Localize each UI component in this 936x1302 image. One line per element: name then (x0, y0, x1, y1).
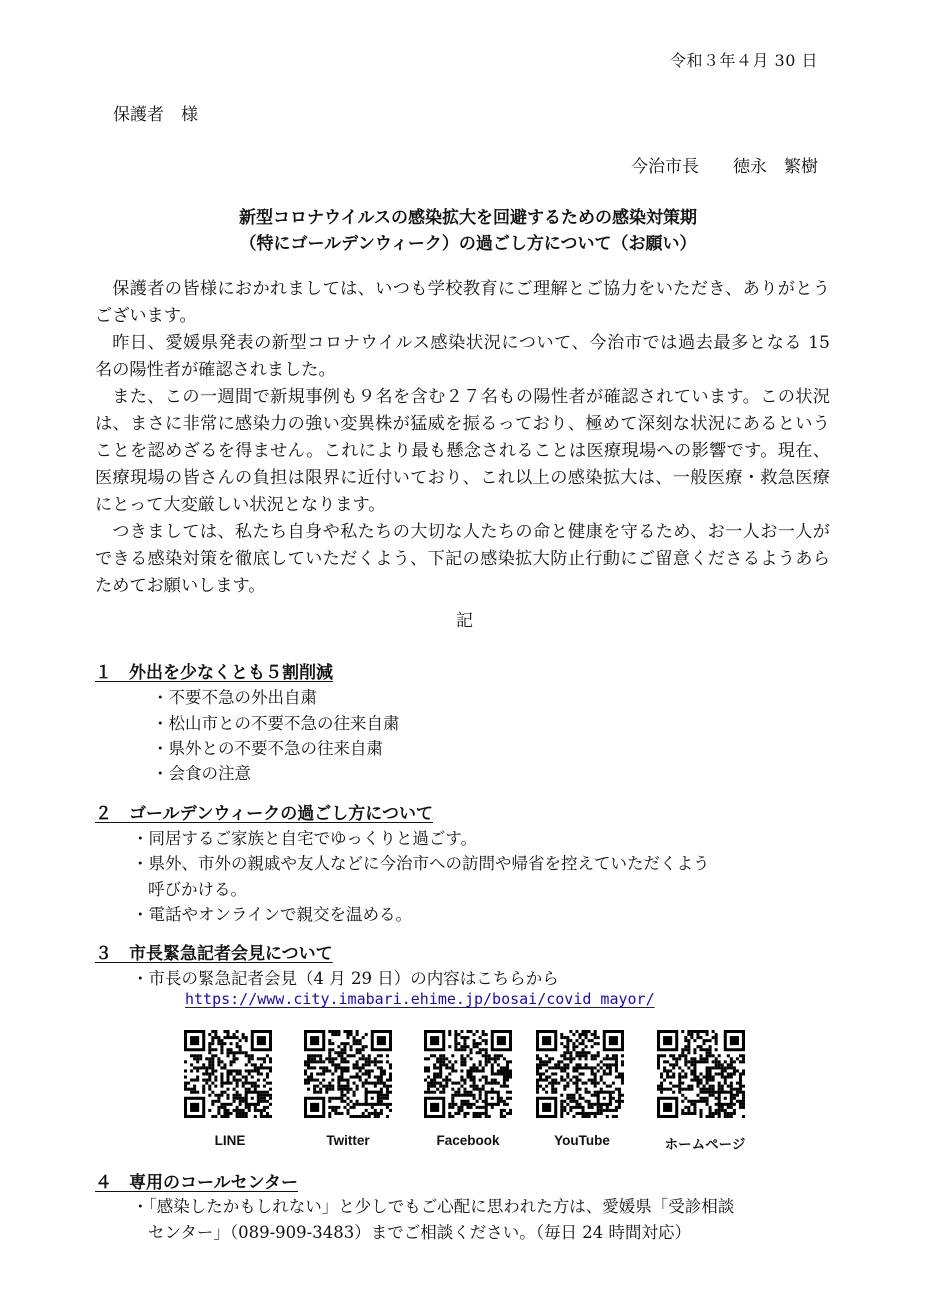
section-1-heading: １ 外出を少なくとも５割削減 (95, 663, 333, 683)
list-item: ・同居するご家族と自宅でゆっくりと過ごす。 (132, 829, 478, 848)
sender: 今治市長 徳永 繁樹 (631, 157, 818, 177)
facebook-qr-code (424, 1030, 512, 1118)
ki-mark: 記 (456, 611, 473, 631)
homepage-qr-code (657, 1030, 745, 1118)
qr-label-twitter: Twitter (326, 1133, 370, 1148)
list-item-continuation: 呼びかける。 (148, 880, 247, 899)
twitter-qr-code (304, 1030, 392, 1118)
title-line-1: 新型コロナウイルスの感染拡大を回避するための感染対策期 (239, 208, 697, 228)
youtube-qr-code (536, 1030, 624, 1118)
paragraph: つきましては、私たち自身や私たちの大切な人たちの命と健康を守るため、お一人お一人ができる感染対策を徹底していただくよう、下記の感染拡大防止行動にご留意くださるようあらためてお願いします。 (95, 522, 830, 596)
list-item: ・不要不急の外出自粛 (152, 688, 317, 707)
body-text (95, 276, 830, 600)
section-2-heading: ２ ゴールデンウィークの過ごし方について (95, 804, 433, 824)
qr-label-youtube: YouTube (554, 1133, 610, 1148)
paragraph: 保護者の皆様におかれましては、いつも学校教育にご理解とご協力をいただき、ありがとうございます。 (95, 279, 830, 326)
list-item: ・市長の緊急記者会見（4 月 29 日）の内容はこちらから (132, 969, 559, 988)
qr-label-homepage: ホームページ (664, 1137, 746, 1152)
qr-label-facebook: Facebook (436, 1133, 500, 1148)
call-center-text: センター」（089-909-3483）までご相談ください。（毎日 24 時間対応） (148, 1223, 691, 1242)
title-line-2: （特にゴールデンウィーク）の過ごし方について（お願い） (239, 234, 697, 254)
section-4-heading: ４ 専用のコールセンター (95, 1173, 298, 1193)
paragraph: また、この一週間で新規事例も９名を含む２７名もの陽性者が確認されています。この状況は、まさに非常に感染力の強い変異株が猛威を振るっており、極めて深刻な状況にあるということを認めざるを得ません。これにより最も懸念されることは医療現場への影響です。現在、医療現場の皆さんの負担は限界に近付いており、これ以上の感染拡大は、一般医療・救急医療にとって大変厳しい状況となります。 (95, 387, 830, 515)
letter-date: 令和３年４月 30 日 (669, 51, 818, 70)
line-qr-code (184, 1030, 272, 1118)
paragraph: 昨日、愛媛県発表の新型コロナウイルス感染状況について、今治市では過去最多となる 15 名の陽性者が確認されました。 (95, 333, 830, 380)
list-item: ・県外との不要不急の往来自粛 (152, 739, 383, 758)
addressee: 保護者 様 (113, 105, 198, 125)
list-item: ・会食の注意 (152, 764, 251, 783)
list-item: ・松山市との不要不急の往来自粛 (152, 714, 400, 733)
list-item: ・電話やオンラインで親交を温める。 (132, 905, 413, 924)
list-item: ・県外、市外の親戚や友人などに今治市への訪問や帰省を控えていただくよう (132, 854, 710, 873)
qr-label-line: LINE (214, 1133, 246, 1148)
section-3-heading: ３ 市長緊急記者会見について (95, 944, 333, 964)
call-center-text: ・「感染したかもしれない」と少しでもご心配に思われた方は、愛媛県「受診相談 (132, 1197, 735, 1216)
covid-mayor-link[interactable]: https://www.city.imabari.ehime.jp/bosai/covid_mayor/ (185, 990, 655, 1008)
